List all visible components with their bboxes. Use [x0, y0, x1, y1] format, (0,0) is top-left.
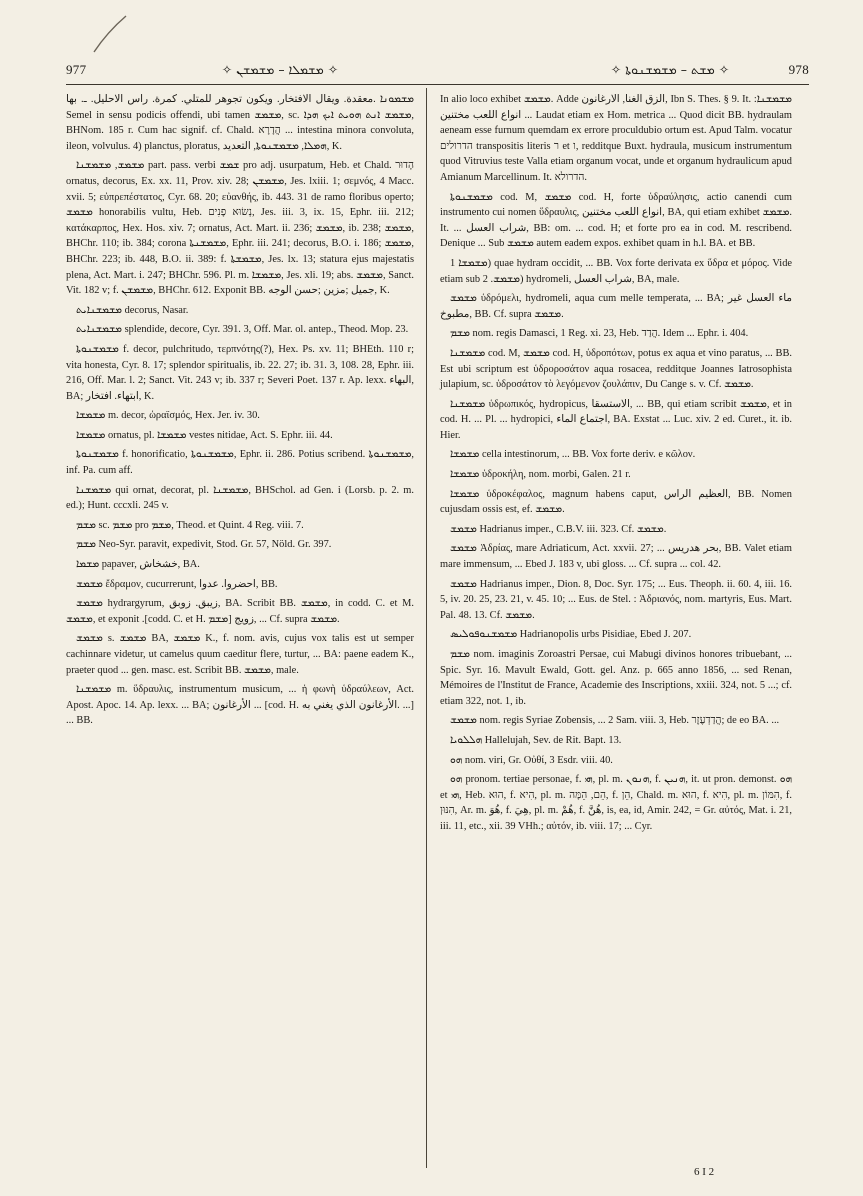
entry: ܡܫܡܫܐ ὑδροκέφαλος, magnum habens caput, العظيم الراس, BB. Nomen cujusdam ossis est, ef. ܡܫܡܫ.: [440, 488, 792, 516]
page-number-right: 978: [788, 62, 809, 77]
entry: ܡܫܡܫܐ ornatus, pl. ܡܫܡܫܐ vestes nitidae, Act. S. Ephr. iii. 44.: [76, 429, 333, 441]
entry: ܡܫܡܫܐ cella intestinorum, ... BB. Vox forte deriv. e κῶλον.: [450, 449, 696, 461]
entry: ܡܫܡ Neo-Syr. paravit, expedivit, Stod. Gr. 57, Nöld. Gr. 397.: [76, 539, 332, 551]
entry: ܡܫܡ sc. ܡܫܡ pro ܡܫܡ, Theod. et Quint. 4 Reg. viii. 7.: [76, 519, 304, 531]
entry: ܡܫܡܫ ὑδρόμελι, hydromeli, aqua cum melle temperata, ... BA; ماء العسل غير مطبوخ, BB. Cf. supra ܡܫܡܫ.: [440, 293, 792, 320]
entry: ܡܫܡܫ, ܡܫܡܫܢܐ part. pass. verbi ܫܡܫ pro adj. usurpatum, Heb. et Chald. הָדוּר ornatus, decorus, Ex. xx. 11, Prov. xiv. 28; ܡܫܡܫܢ, Jes. lxiii. 1; σεμνός, 4 Macc. xvii. 5; εὐπρεπέστατος, Cyr. 68. 20; εὐανθής, ib. 443. 31 de ramo floribus operto; ܡܫܡܫ honorabilis vultu, Heb. נְשׂוּא פָנִים, Jes. iii. 3, ix. 15, Ephr. iii. 212; κατάκαρπος, Hex. Hos. xiv. 7; ornatus, Act. Mart. ii. 236; ܡܫܡܫ, ib. 238; ܡܫܡܫ, BHChr. 110; ib. 384; corona ܡܫܡܫܢܬܐ, Ephr. iii. 241; decorus, B.O. i. 186; ܡܫܡܫ, BHChr. 223; ib. 448, B.O. ii. 389: f. ܡܫܡܫܬܐ, Jes. lx. 13; statura ejus majestatis plena, Act. Mart. i. 247; BHChr. 596. Pl. m. ܡܫܡܫܐ, Jes. xli. 19; abs. ܡܫܡܫ, Sanct. Vit. 182 v; f. ܡܫܡܫܢ, BHChr. 612. Exponit BB. جميل ;مزين ;حسن الوجه, K.: [66, 160, 415, 297]
entry: ܡܫܡ nom. regis Damasci, 1 Reg. xi. 23, Heb. הֲדַד. Idem ... Ephr. i. 404.: [450, 328, 749, 340]
entry: ܡܫܡ nom. imaginis Zoroastri Persae, cui Mabugi divinos honores tribuebant, ... Spic. Syr. 16. Mavult Ewald, Gott. gel. Anz. p. 665 anno 1856, ... sed Renan, Mémoires de l'Institut de France, Academie des Inscriptions, xxiii. 324, not. 5 ...; cf. etiam 322, not. 1, ib.: [440, 649, 792, 707]
header-rule: [66, 84, 809, 85]
entry: ܡܫܡܫܐ ὑδροκήλη, nom. morbi, Galen. 21 r.: [450, 469, 631, 481]
entry: ܡܫܡܘܢܐ .معقدة. ويقال الافتخار. ويكون تجوهر للمتلي. كمرة. راس الاحليل. ـ. بها Semel in sensu podicis offendi, ubi tamen ܡܫܡܫ, sc. ܡܫܡܫ ܐܢܬ ܗܘܝܬ ܐܝܟ ܗܕܐ, BHNom. 185 r. Cum hac signif. cf. Chald. הֲדָרָא ... intestina minora convoluta, ileon, volvulus. 4) planctus, ploratus, ܗܡܠܐ, ܡܫܡܫܢܘܬܐ, التعديد, K.: [66, 94, 414, 152]
entry: ܡܫܡܫ ἔδραμον, cucurrerunt, احضروا. عدوا, BB.: [76, 578, 278, 590]
right-column: [440, 92, 792, 839]
running-head-left: ✧ ܡܫܡܠܐ – ܡܫܡܫܢ ✧: [221, 62, 339, 77]
entry: ܡܫܡܫ Ἀδρίας, mare Adriaticum, Act. xxvii. 27; ... بحر هدريس, BB. Valet etiam mare immensum, ... Ebed J. 183 v, ubi gloss. ... Cf. supra ... col. 42.: [440, 543, 792, 571]
entry: ܡܫܡܫ Hadrianus imper., Dion. 8, Doc. Syr. 175; ... Eus. Theoph. ii. 60. 4, iii. 16. 5, iv. 20. 25, 23. 21, v. 45. 10; ... Eus. de Stel. : Ἀδριανός, nom. martyris, Eus. Mart. Pal. 48. 13. Cf. ܡܫܡܫ.: [440, 578, 792, 621]
signature-mark: 6 I 2: [694, 1166, 715, 1178]
left-column: [66, 92, 414, 733]
entry: ܗܘ nom. viri, Gr. Οὐθί, 3 Esdr. viii. 40.: [450, 754, 613, 766]
entry: ܡܫܡܫܢܐ ὑδρωπικός, hydropicus, الاستسقا, ... BB, qui etiam scribit ܡܫܡܫ, et in cod. H. ... Pl. ... hydropici, اجتماع الماء, BA. Exstat ... Luc. xiv. 2 ed. Curet., it. ib. Hier.: [440, 398, 793, 441]
entry: ܡܫܡܫ Hadrianus imper., C.B.V. iii. 323. Cf. ܡܫܡܫ.: [450, 523, 667, 535]
entry: ܡܫܡܫ s. ܡܫܡܫ BA, ܡܫܡܫ K., f. nom. avis, cujus vox talis est ut semper cachinnare videtur, ut camelus quum caeditur flere, turtur, ... BA: paene eadem K., praeter quod ... gen. masc. est. Scribit BB. ܡܫܡܫ, male.: [66, 633, 414, 676]
entry: ܡܫܡܫܢܐ m. ὕδραυλις, instrumentum musicum, ... ἡ φωνὴ ὑδραύλεων, Act. Apost. Apoc. 14. Ap. lexx. ... BA; الأرغانون ... [cod. H. الأرغانون الذي يغني به. ...] ... BB.: [66, 684, 414, 727]
page-number-left: 977: [66, 62, 87, 77]
entry: ܡܫܡܫ nom. regis Syriae Zobensis, ... 2 Sam. viii. 3, Heb. הֲדַדְעֶזֶר; de eo BA. ...: [450, 715, 780, 727]
entry: ܡܫܡܫܐ m. decor, ὡραϊσμός, Hex. Jer. iv. 30.: [76, 410, 260, 422]
entry: ܗܘ pronom. tertiae personae, f. ܗܝ, pl. m. ܗܢܘܢ, f. ܗܢܝܢ, it. ut pron. demonst. ܗܘ et ܗܝ, Heb. הוּא, f. הִיא, pl. m. הֵם, הֵמָּה, f. הֵן, Chald. m. הוּא, f. הִיא, pl. m. הִמּוֹן, f. הִנּוּן, Ar. m. هُوَ, f. هِيَ, pl. m. هُمْ, f. هُنَّ, is, ea, id, Amir. 242, = Gr. αὐτός, Mat. i. 21, iii. 11, etc., xii. 39 VHh.; αὐτόν, ib. viii. 17; ... Cyr.: [440, 774, 792, 832]
entry: ܗܠܠܘܝܐ Hallelujah, Sev. de Rit. Bapt. 13.: [450, 734, 622, 746]
entry: ܡܫܡܫܢܘܦܘܠܝܣ Hadrianopolis urbs Pisidiae, Ebed J. 207.: [450, 629, 692, 641]
entry: ܡܫܡܫܐ 1) quae hydram occidit, ... BB. Vox forte derivata ex ὕδρα et μόρος. Vide etiam sub ܡܫܡܫ. 2) hydromeli, شراب العسل, BA, male.: [440, 257, 792, 285]
pen-mark-icon: [92, 14, 128, 54]
entry: ܡܫܡܫܢܘܬܐ f. decor, pulchritudo, τερπνότης(?), Hex. Ps. xv. 11; BHEth. 110 r; vita honesta, Cyr. 8. 17; splendor spiritualis, ib. 22. 27; ib. 31. 3, 108. 28, Ephr. iii. 216, Off. Mar. l. 2; Sanct. Vit. 243 v; ib. 337 r; Severi Poet. 137 r. Ap. lexx. البهاء, BA; ابتهاء. افتخار, K.: [66, 343, 414, 402]
entry: In alio loco exhibet ܡܫܡܫ. Adde الزق الغنا, الارغانون, Ibn S. Thes. § 9. It. ܡܫܡܫܢܐ: انواع اللعب مختنين ... Laudat etiam ex Hom. metrica ... Quod dicit BB. hydraulam aeneam esse furnum quemdam ex errore proculdubio ortum est. Apud Talm. vocatur הדרולים transpositis literis ר et ו, redditque Buxt. hydraula, musicum instrumentum quod Vitruvius teste Valla etiam organum vocat, unde et organum hydraulicum apud Amianum Marcellinum. It. הדרולא.: [440, 94, 792, 183]
entry: ܡܫܡܫܢܐܝܬ decorus, Nasar.: [76, 304, 189, 316]
entry: ܡܫܡܫܢܐ cod. M, ܡܫܡܫ cod. H, ὑδροπότων, potus ex aqua et vino paratus, ... BB. Est ubi scriptum est ὑδροροσάτον aqua rosacea, redditque Joannes Iatrosophista julapium, sc. ὑδροσάτον τὸ λεγόμενον ζουλάπιν, Du Cange s. v. Cf. ܡܫܡܫ.: [440, 347, 792, 391]
entry: ܡܫܡܫܢܐ qui ornat, decorat, pl. ܡܫܡܫܢܐ, BHSchol. ad Gen. i (Lorsb. p. 2. m. ed.); Hunt. cccxli. 245 v.: [66, 484, 414, 512]
entry: ܡܫܡܫܢܘܬܐ f. honorificatio, ܡܫܡܫܢܘܬܐ, Ephr. ii. 286. Potius scribend. ܡܫܡܫܢܘܬܐ, inf. Pa. cum aff.: [66, 449, 415, 477]
column-divider: [426, 88, 427, 1168]
entry: ܡܫܡܫ hydrargyrum, زيبق. زوبق, BA. Scribit BB. ܡܫܡܫ, in codd. C. et M. ܡܫܡܫ, et exponit .[codd. C. et H. ܡܫܡ] زويج, ... Cf. supra ܡܫܡܫ.: [66, 598, 415, 625]
entry: ܡܫܡܫܢܘܬܐ cod. M, ܡܫܡܫ cod. H, forte ὑδραύλησις, actio canendi cum instrumento cui nomen ὕδραυλις, انواع اللعب مختنين, BA, qui etiam exhibet ܡܫܡܫ. It. ... شراب العسل, BB: om. ... cod. H; et forte pro ea in cod. M. rescribend. Denique ... Sub ܡܫܡܫ autem eadem expos. exhibet quam in h.l. BA. et BB.: [440, 191, 792, 250]
running-head-right: ✧ ܡܫܬ – ܡܫܡܫܢܘܬܐ ✧: [610, 62, 730, 77]
entry: ܡܫܡܫܢܐܝܬ splendide, decore, Cyr. 391. 3, Off. Mar. ol. antep., Theod. Mop. 23.: [76, 324, 409, 336]
entry: ܡܫܡܐ papaver, خشخاش, BA.: [76, 559, 200, 571]
